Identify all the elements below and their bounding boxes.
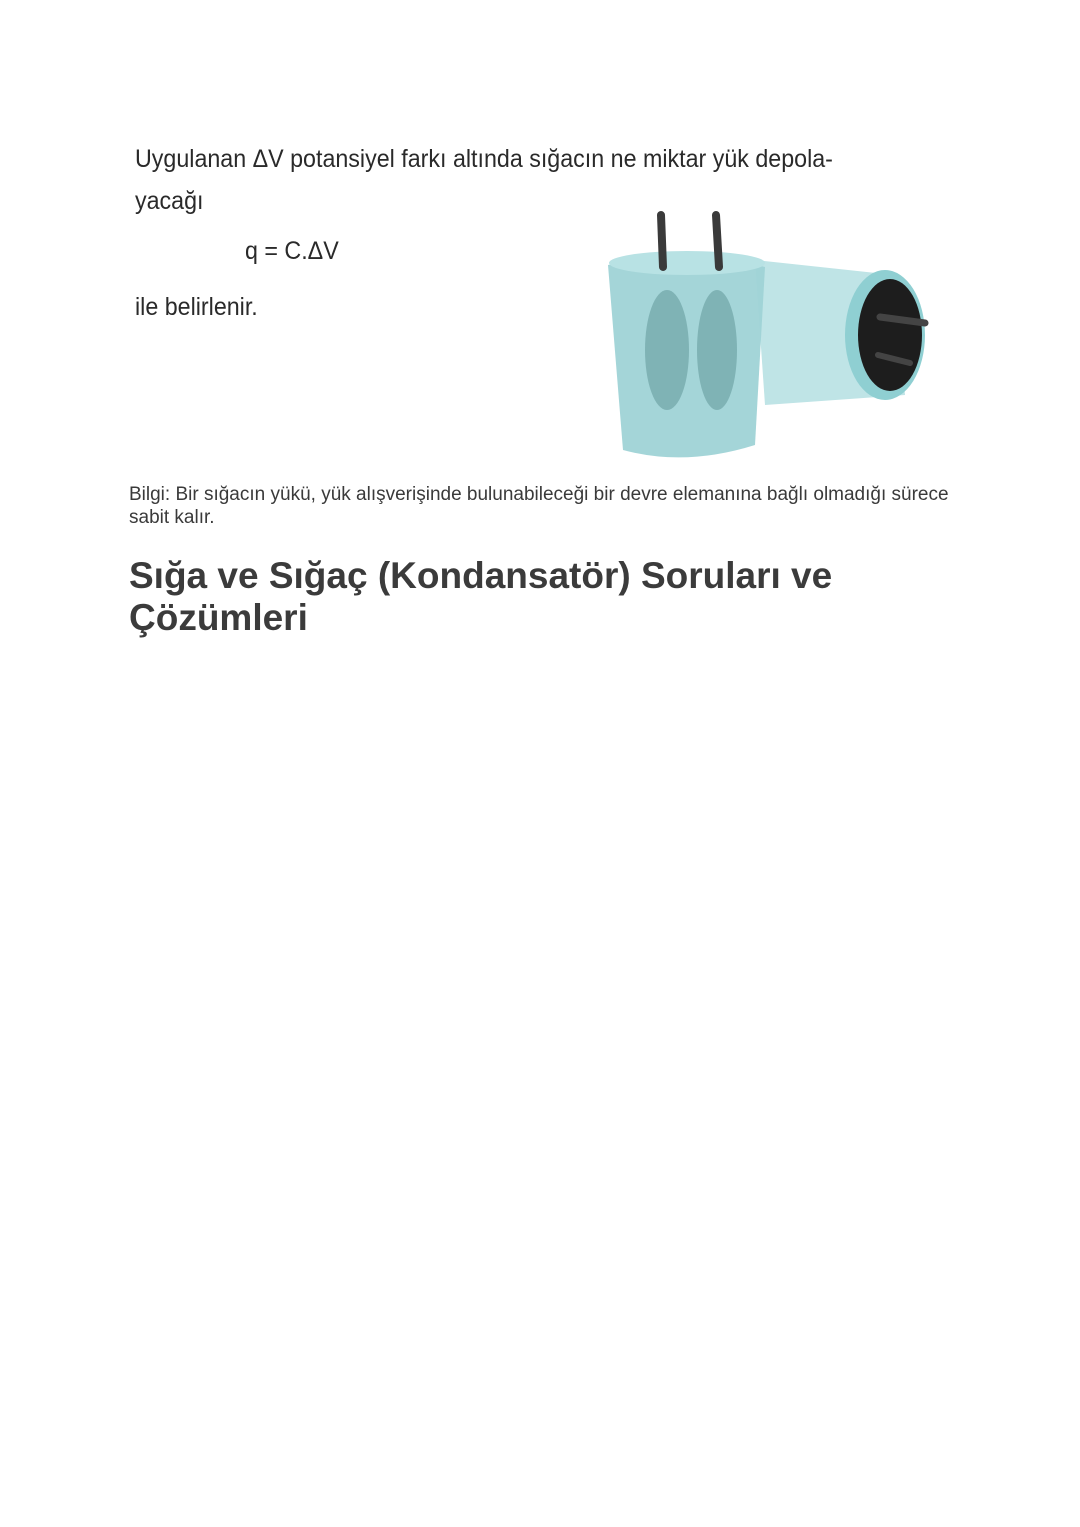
section-heading: Sığa ve Sığaç (Kondansatör) Soruları ve Çözümleri: [129, 555, 833, 638]
figure-text-line1: Uygulanan ΔV potansiyel farkı altında sığacın ne miktar yük depola-: [135, 145, 833, 173]
charge-equation: q = C.ΔV: [245, 237, 339, 265]
figure-text-line2: yacağı: [135, 187, 204, 215]
figure-text-line3: ile belirlenir.: [135, 293, 258, 321]
capacitor-image: [595, 205, 940, 470]
capacitor-figure: [125, 135, 945, 470]
info-note: Bilgi: Bir sığacın yükü, yük alışverişinde bulunabileceği bir devre elemanına bağlı olmadığı sürece sabit kalır.: [129, 484, 949, 528]
